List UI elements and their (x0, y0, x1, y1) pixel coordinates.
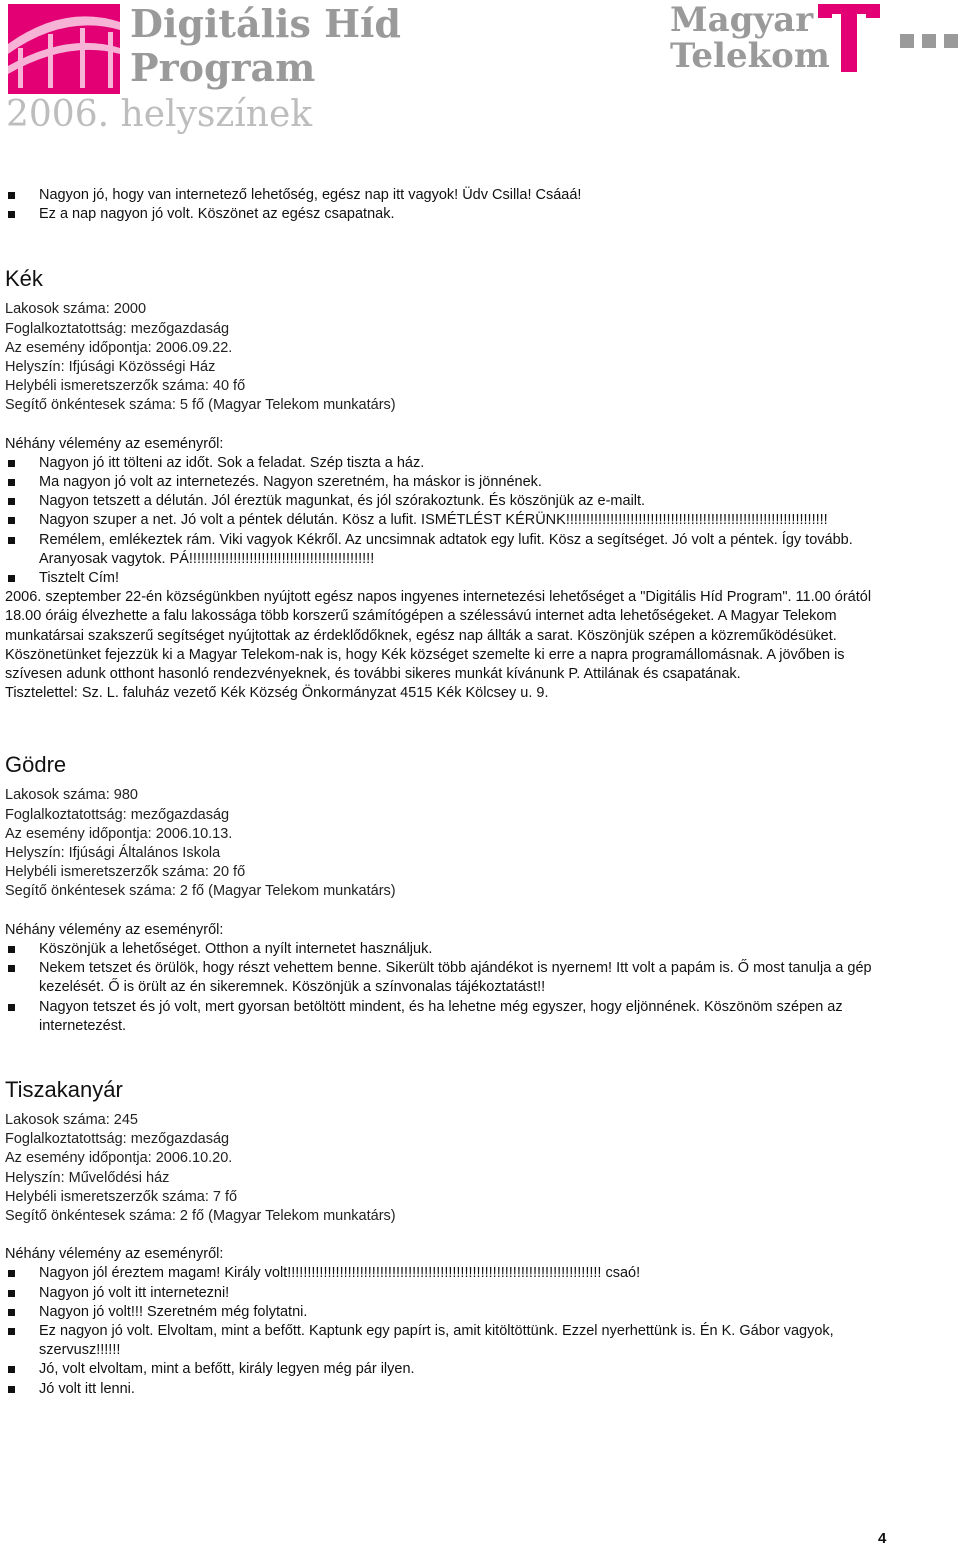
list-item: Nagyon jó, hogy van internetező lehetőség, egész nap itt vagyok! Üdv Csilla! Csáaá! (5, 186, 895, 205)
local-learners-line: Helybéli ismeretszerzők száma: 20 fő (5, 864, 246, 881)
event-date-line: Az esemény időpontja: 2006.10.13. (5, 825, 233, 842)
section-info (5, 300, 895, 415)
section-tiszakanyar (5, 1076, 895, 1399)
page-header (0, 0, 960, 140)
opinions-list (5, 1264, 895, 1398)
event-date-line: Az esemény időpontja: 2006.10.20. (5, 1150, 233, 1167)
population-line: Lakosok száma: 245 (5, 1111, 138, 1128)
opinions-list (5, 454, 895, 588)
volunteers-line: Segítő önkéntesek száma: 2 fő (Magyar Telekom munkatárs) (5, 883, 396, 900)
opinions-title: Néhány vélemény az eseményről: (5, 435, 224, 452)
thank-you-letter (5, 588, 895, 703)
list-item: Köszönjük a lehetőséget. Otthon a nyílt internetet használjuk. (5, 940, 895, 959)
list-item: Nagyon szuper a net. Jó volt a péntek délután. Kösz a lufit. ISMÉTLÉST KÉRÜNK!!!!!!!!!!!!!!!!!!!!!!!!!!!!!!!!!!!!!!!!!!!!!!!!!!!!!!!!!!!!!!!!! (5, 511, 895, 530)
population-line: Lakosok száma: 980 (5, 787, 138, 804)
intro-opinions (5, 186, 895, 224)
list-item: Nagyon jó itt tölteni az időt. Sok a feladat. Szép tiszta a ház. (5, 454, 895, 473)
volunteers-line: Segítő önkéntesek száma: 2 fő (Magyar Telekom munkatárs) (5, 1207, 396, 1224)
venue-line: Helyszín: Ifjúsági Általános Iskola (5, 845, 221, 862)
list-item: Nagyon jó volt!!! Szeretném még folytatni. (5, 1303, 895, 1322)
program-title-line1: Digitális Híd (130, 1, 401, 46)
list-item: Jó, volt elvoltam, mint a befőtt, király legyen még pár ilyen. (5, 1360, 895, 1379)
opinions-title: Néhány vélemény az eseményről: (5, 1246, 224, 1263)
section-title: Kék (5, 266, 43, 292)
local-learners-line: Helybéli ismeretszerzők száma: 7 fő (5, 1188, 238, 1205)
list-item: Ez nagyon jó volt. Elvoltam, mint a befőtt. Kaptunk egy papírt is, amit kitöltöttünk. Ezzel nyerhettünk is. Én K. Gábor vagyok, szervusz!!!!!! (5, 1322, 895, 1360)
page-number: 4 (878, 1530, 887, 1547)
section-kek (5, 265, 895, 703)
volunteers-line: Segítő önkéntesek száma: 5 fő (Magyar Telekom munkatárs) (5, 397, 396, 414)
venue-line: Helyszín: Művelődési ház (5, 1169, 170, 1186)
header-subtitle: 2006. helyszínek (6, 94, 313, 135)
section-title: Tiszakanyár (5, 1076, 123, 1102)
list-item: Nagyon tetszett a délután. Jól éreztük magunkat, és jól szórakoztunk. És köszönjük az e-mailt. (5, 492, 895, 511)
company-line1: Magyar (670, 0, 814, 40)
list-item: Remélem, emlékeztek rám. Viki vagyok Kékről. Az uncsimnak adtatok egy lufit. Kösz a segítséget. Jó volt a péntek. Így tovább. Aranyosak vagytok. PÁ!!!!!!!!!!!!!!!!!!!!!!!!!!!!!!!!!!!!!!!!!!!!!! (5, 531, 895, 569)
section-title: Gödre (5, 752, 67, 778)
section-godre (5, 751, 895, 1035)
population-line: Lakosok száma: 2000 (5, 301, 147, 318)
list-item: Ez a nap nagyon jó volt. Köszönet az egész csapatnak. (5, 205, 895, 224)
employment-line: Foglalkoztatottság: mezőgazdaság (5, 1131, 230, 1148)
list-item: Ma nagyon jó volt az internetezés. Nagyon szeretném, ha máskor is jönnének. (5, 473, 895, 492)
program-title (130, 2, 401, 90)
list-item: Nagyon jól éreztem magam! Király volt!!!!!!!!!!!!!!!!!!!!!!!!!!!!!!!!!!!!!!!!!!!!!!!!!!!!!!!!!!!!!!!!!!!!!!!!!!!!!! csaó! (5, 1264, 895, 1283)
opinions-list (5, 940, 895, 1036)
event-date-line: Az esemény időpontja: 2006.09.22. (5, 339, 233, 356)
list-item: Tisztelt Cím! (5, 569, 895, 588)
employment-line: Foglalkoztatottság: mezőgazdaság (5, 806, 230, 823)
employment-line: Foglalkoztatottság: mezőgazdaság (5, 320, 230, 337)
letter-body: 2006. szeptember 22-én községünkben nyújtott egész napos ingyenes internetezési lehetőséget a "Digitális Híd Program". 11.00 órától 18.00 óráig élvezhette a falu lakossága több korszerű számítógépen a szélessávú internet adta lehetőségeket. A Magyar Telekom munkatársai szakszerű segítséget nyújtottak az érdeklődőknek, egész nap állták a sarat. Köszönjük szépen a közreműködésüket. Köszönetünket fejezzük ki a Magyar Telekom-nak is, hogy Kék községet szemelte ki erre a napra programállomásnak. A jövőben is szívesen adunk otthont hasonló rendezvényeknek, és további sikeres munkát kívánunk P. Attilának és csapatának. (5, 589, 872, 683)
company-line2: Telekom (670, 36, 830, 76)
list-item: Jó volt itt lenni. (5, 1380, 895, 1399)
document-body (5, 186, 895, 1399)
letter-signature: Tisztelettel: Sz. L. faluház vezető Kék Község Önkormányzat 4515 Kék Kölcsey u. 9. (5, 685, 549, 702)
list-item: Nagyon tetszet és jó volt, mert gyorsan betöltött mindent, és ha lehetne még egyszer, hogy eljönnének. Köszönöm szépen az internetezést. (5, 998, 895, 1036)
venue-line: Helyszín: Ifjúsági Közösségi Ház (5, 359, 216, 376)
local-learners-line: Helybéli ismeretszerzők száma: 40 fő (5, 378, 246, 395)
section-info (5, 1111, 895, 1226)
digitalis-hid-logo-icon (8, 4, 120, 94)
telekom-t-logo-icon (818, 4, 958, 72)
section-info (5, 786, 895, 901)
list-item: Nagyon jó volt itt internetezni! (5, 1284, 895, 1303)
program-title-line2: Program (130, 45, 316, 90)
list-item: Nekem tetszet és örülök, hogy részt vehettem benne. Sikerült több ajándékot is nyernem! Itt volt a papám is. Ő most tanulja a gép kezelését. Ő is örült az én sikeremnek. Köszönjük a színvonalas tájékoztatást!! (5, 959, 895, 997)
opinions-title: Néhány vélemény az eseményről: (5, 921, 224, 938)
magyar-telekom-logotype (670, 2, 830, 74)
